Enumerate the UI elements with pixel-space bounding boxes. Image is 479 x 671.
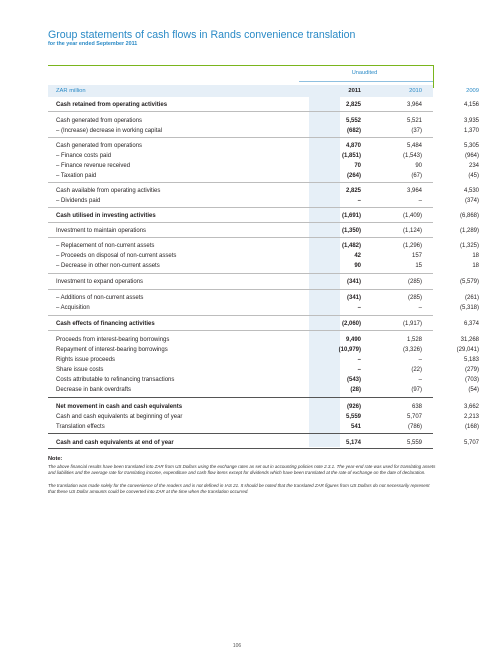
row-divider: [48, 330, 433, 331]
cell-2009: (703): [464, 377, 479, 383]
table-row: [48, 303, 479, 314]
row-divider: [48, 289, 433, 290]
cell-2009: 4,530: [463, 188, 479, 194]
cell-2009: (168): [464, 424, 479, 430]
row-label: Cash and cash equivalents at beginning of year: [56, 414, 183, 420]
row-divider: [48, 273, 433, 274]
note-paragraph-1: The above financial results have been translated into ZAR from US Dollars using the exchange rates as set out in accounting policies note 2.3.1. The year-end rate was used for translating assets and liabilities and the average rate for translating income, expenditure and cash flow items except for dividends which have been translated at the rate of exchange on the date of declaration.: [48, 464, 436, 475]
cell-2010: (3,326): [402, 347, 422, 353]
cell-2011: –: [357, 357, 361, 363]
table-row: [48, 241, 479, 252]
row-label: – Taxation paid: [56, 173, 97, 179]
cell-2009: 3,662: [463, 404, 479, 410]
unit-label: ZAR million: [56, 88, 86, 94]
row-label: Cash retained from operating activities: [56, 102, 168, 108]
cell-2009: (279): [464, 367, 479, 373]
row-divider: [48, 111, 433, 112]
row-label: Rights issue proceeds: [56, 357, 116, 363]
row-label: – Finance costs paid: [56, 153, 112, 159]
cell-2009: (374): [464, 198, 479, 204]
cell-2011: 70: [354, 163, 361, 169]
cell-2009: (1,289): [459, 228, 479, 234]
table-row: [48, 422, 479, 433]
cell-2011: 42: [354, 253, 361, 259]
cell-2009: 5,305: [463, 143, 479, 149]
row-label: – Additions of non-current assets: [56, 295, 144, 301]
table-row: [48, 226, 479, 237]
cell-2009: (45): [468, 173, 479, 179]
column-header-2010: 2010: [409, 88, 422, 94]
table-row: [48, 251, 479, 262]
unaudited-divider: [299, 81, 433, 82]
row-label: Investment to expand operations: [56, 279, 144, 285]
cell-2011: 2,825: [345, 102, 361, 108]
cell-2010: (1,296): [402, 243, 422, 249]
cell-2009: (5,318): [459, 305, 479, 311]
cell-2009: 2,213: [463, 414, 479, 420]
cell-2011: (341): [346, 295, 361, 301]
row-label: Investment to maintain operations: [56, 228, 147, 234]
table-row: [48, 161, 479, 172]
page-number: 106: [232, 643, 242, 649]
table-row: [48, 100, 479, 111]
row-label: Cash and cash equivalents at end of year: [56, 440, 174, 446]
cell-2010: 1,528: [406, 337, 422, 343]
column-header-2009: 2009: [466, 88, 479, 94]
table-row: [48, 261, 479, 272]
table-row: [48, 171, 479, 182]
cell-2011: (1,482): [341, 243, 361, 249]
cell-2011: 4,870: [345, 143, 361, 149]
cell-2010: 3,964: [406, 102, 422, 108]
page-title: Group statements of cash flows in Rands convenience translation: [48, 29, 356, 41]
cell-2009: 234: [468, 163, 479, 169]
table-row: [48, 116, 479, 127]
row-label: Cash generated from operations: [56, 118, 143, 124]
page-subtitle: for the year ended September 2011: [48, 41, 138, 47]
cell-2011: (264): [346, 173, 361, 179]
cell-2010: 157: [411, 253, 422, 259]
row-divider: [48, 397, 433, 398]
row-divider: [48, 137, 433, 138]
row-divider: [48, 433, 433, 434]
note-heading: Note:: [48, 456, 63, 462]
table-row: [48, 438, 479, 449]
row-divider: [48, 207, 433, 208]
table-row: [48, 355, 479, 366]
row-label: Cash utilised in investing activities: [56, 213, 156, 219]
table-row: [48, 319, 479, 330]
row-label: Net movement in cash and cash equivalents: [56, 404, 183, 410]
cell-2010: (37): [411, 128, 422, 134]
cell-2011: –: [357, 367, 361, 373]
cell-2010: 3,964: [406, 188, 422, 194]
table-row: [48, 345, 479, 356]
row-label: Cash generated from operations: [56, 143, 143, 149]
cell-2010: 5,484: [406, 143, 422, 149]
table-row: [48, 375, 479, 386]
row-label: – Proceeds on disposal of non-current assets: [56, 253, 177, 259]
cell-2011: (543): [346, 377, 361, 383]
cell-2010: –: [418, 377, 422, 383]
note-paragraph-2: The translation was made solely for the convenience of the readers and is not defined in IAS 21. It should be noted that the translated ZAR figures from US Dollars do not necessarily represent that these US Dollar amounts could be converted into ZAR at the time when the translation occurred.: [48, 483, 430, 494]
cell-2011: 5,559: [345, 414, 361, 420]
row-divider: [48, 237, 433, 238]
cell-2010: 15: [415, 263, 422, 269]
cell-2010: (97): [411, 387, 422, 393]
cell-2011: (28): [350, 387, 361, 393]
table-row: [48, 277, 479, 288]
row-label: Decrease in bank overdrafts: [56, 387, 132, 393]
cell-2009: 6,374: [463, 321, 479, 327]
cell-2010: (67): [411, 173, 422, 179]
cell-2009: 31,268: [460, 337, 479, 343]
cell-2011: –: [357, 198, 361, 204]
row-label: Translation effects: [56, 424, 105, 430]
cell-2010: (285): [407, 279, 422, 285]
cell-2010: (285): [407, 295, 422, 301]
cell-2011: (10,979): [338, 347, 361, 353]
table-header: [48, 85, 479, 97]
row-divider: [48, 182, 433, 183]
row-divider: [48, 448, 433, 449]
table-row: [48, 385, 479, 396]
cell-2010: (1,124): [402, 228, 422, 234]
row-label: Costs attributable to refinancing transactions: [56, 377, 175, 383]
cell-2011: 541: [350, 424, 361, 430]
column-header-2011: 2011: [348, 88, 361, 94]
cell-2010: –: [418, 357, 422, 363]
cell-2010: 5,707: [406, 414, 422, 420]
cell-2009: (54): [468, 387, 479, 393]
cell-2011: –: [357, 305, 361, 311]
cell-2010: 90: [415, 163, 422, 169]
cell-2010: 638: [411, 404, 422, 410]
cell-2009: (261): [464, 295, 479, 301]
row-label: Repayment of interest-bearing borrowings: [56, 347, 168, 353]
cell-2010: (786): [407, 424, 422, 430]
row-divider: [48, 315, 433, 316]
cell-2009: 18: [472, 263, 479, 269]
cell-2010: –: [418, 305, 422, 311]
cell-2009: (5,579): [459, 279, 479, 285]
table-row: [48, 211, 479, 222]
table-row: [48, 293, 479, 304]
cell-2010: (1,543): [402, 153, 422, 159]
cell-2011: 5,552: [345, 118, 361, 124]
cell-2010: –: [418, 198, 422, 204]
table-row: [48, 402, 479, 413]
cell-2009: 5,183: [463, 357, 479, 363]
cell-2009: (1,325): [459, 243, 479, 249]
cell-2010: 5,559: [406, 440, 422, 446]
table-row: [48, 196, 479, 207]
cell-2010: (1,917): [402, 321, 422, 327]
cell-2009: (29,041): [456, 347, 479, 353]
table-row: [48, 335, 479, 346]
cell-2011: (1,691): [341, 213, 361, 219]
cell-2011: 9,490: [345, 337, 361, 343]
cell-2011: (1,851): [341, 153, 361, 159]
cell-2009: (964): [464, 153, 479, 159]
cell-2011: (926): [346, 404, 361, 410]
cell-2009: 5,707: [463, 440, 479, 446]
row-label: – Finance revenue received: [56, 163, 131, 169]
cell-2011: 90: [354, 263, 361, 269]
table-row: [48, 141, 479, 152]
row-label: Proceeds from interest-bearing borrowings: [56, 337, 170, 343]
row-label: Share issue costs: [56, 367, 104, 373]
unaudited-label: Unaudited: [351, 70, 378, 76]
cell-2011: (2,060): [341, 321, 361, 327]
row-label: – Decrease in other non-current assets: [56, 263, 160, 269]
cell-2011: (1,350): [341, 228, 361, 234]
cell-2011: 2,825: [345, 188, 361, 194]
row-label: Cash effects of financing activities: [56, 321, 155, 327]
cell-2011: (341): [346, 279, 361, 285]
cell-2011: (682): [346, 128, 361, 134]
cell-2009: 1,370: [463, 128, 479, 134]
row-label: – Replacement of non-current assets: [56, 243, 155, 249]
table-row: [48, 126, 479, 137]
table-row: [48, 151, 479, 162]
cell-2009: 18: [472, 253, 479, 259]
row-divider: [48, 222, 433, 223]
row-label: Cash available from operating activities: [56, 188, 161, 194]
cell-2009: (6,868): [459, 213, 479, 219]
table-row: [48, 365, 479, 376]
cell-2009: 4,156: [463, 102, 479, 108]
table-row: [48, 186, 479, 197]
row-label: – Acquisition: [56, 305, 90, 311]
cell-2011: 5,174: [345, 440, 361, 446]
cell-2010: (22): [411, 367, 422, 373]
row-label: – Dividends paid: [56, 198, 101, 204]
table-row: [48, 412, 479, 423]
cell-2010: (1,409): [402, 213, 422, 219]
row-label: – (Increase) decrease in working capital: [56, 128, 163, 134]
cell-2009: 3,935: [463, 118, 479, 124]
cell-2010: 5,521: [406, 118, 422, 124]
